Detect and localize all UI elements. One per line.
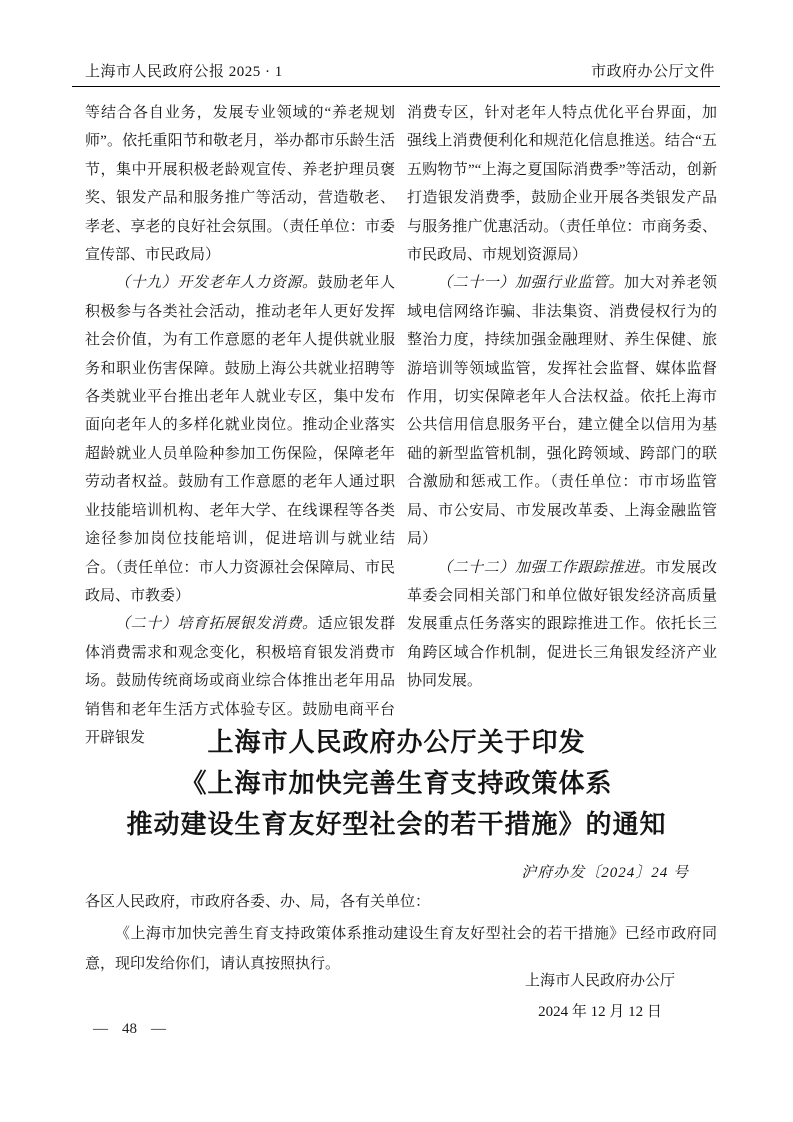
paragraph-item-19 [85,269,395,610]
footer-dash-right: — [151,1021,166,1037]
paragraph-text: 等结合各自业务，发展专业领域的“养老规划师”。依托重阳节和敬老月，举办都市乐龄生活节，集中开展积极老龄观宣传、养老护理员褒奖、银发产品和服务推广等活动，营造敬老、孝老、享老的良好社会氛围。（责任单位：市委宣传部、市民政局） [85,105,395,264]
header-divider [72,86,720,87]
paragraph-text: 市发展改革委会同相关部门和单位做好银发经济高质量发展重点任务落实的跟踪推进工作。依托长三角跨区域合作机制，促进长三角银发经济产业协同发展。 [407,559,717,690]
paragraph-text: 加大对养老领域电信网络诈骗、非法集资、消费侵权行为的整治力度，持续加强金融理财、养生保健、旅游培训等领域监管，发挥社会监督、媒体监督作用，切实保障老年人合法权益。依托上海市公共信用信息服务平台，建立健全以信用为基础的新型监管机制，强化跨领域、跨部门的联合激励和惩戒工作。（责任单位：市市场监管局、市公安局、市发展改革委、上海金融监管局） [407,275,717,548]
notice-title-line-3: 推动建设生育友好型社会的若干措施》的通知 [126,810,667,839]
two-column-text [85,99,717,752]
signature-block [525,966,675,1028]
paragraph-item-22 [407,554,717,696]
paragraph-continuation [85,99,395,269]
signer-name: 上海市人民政府办公厅 [524,973,675,989]
paragraph-item-21 [407,269,717,553]
paragraph-text: 消费专区，针对老年人特点优化平台界面，加强线上消费便利化和规范化信息推送。结合“五五购物节”“上海之夏国际消费季”等活动，创新打造银发消费季，鼓励企业开展各类银发产品与服务推广优惠活动。（责任单位：市商务委、市民政局、市规划资源局） [407,105,717,264]
paragraph-lead: （二十一）加强行业监管。 [437,275,625,292]
column-right [407,99,717,752]
salutation: 各区人民政府，市政府各委、办、局，各有关单位： [85,894,431,910]
paragraph-lead: （二十二）加强工作跟踪推进。 [437,559,656,576]
notice-title-line-2: 《上海市加快完善生育支持政策体系 [180,769,613,798]
page-number: 48 [122,1021,137,1037]
paragraph-continuation [407,99,717,269]
column-left [85,99,395,752]
page-header [85,60,715,81]
signature-date: 2024 年 12 月 12 日 [538,1004,662,1020]
paragraph-lead: （二十）培育拓展银发消费。 [115,616,318,633]
notice-title [0,722,793,845]
header-gazette-title: 上海市人民政府公报 2025 · 1 [85,64,283,80]
notice-body-paragraph: 《上海市加快完善生育支持政策体系推动建设生育友好型社会的若干措施》已经市政府同意，现印发给你们，请认真按照执行。 [85,926,717,972]
paragraph-text: 鼓励老年人积极参与各类社会活动，推动老年人更好发挥社会价值，为有工作意愿的老年人提供就业服务和职业伤害保障。鼓励上海公共就业招聘等各类就业平台推出老年人就业专区，集中发布面向老年人的多样化就业岗位。推动企业落实超龄就业人员单险种参加工伤保险，保障老年劳动者权益。鼓励有工作意愿的老年人通过职业技能培训机构、老年大学、在线课程等各类途径参加岗位技能培训，促进培训与就业结合。（责任单位：市人力资源社会保障局、市民政局、市教委） [85,275,395,604]
paragraph-text: 适应银发群体消费需求和观念变化，积极培育银发消费市场。鼓励传统商场或商业综合体推出老年用品销售和老年生活方式体验专区。鼓励电商平台开辟银发 [85,616,395,746]
header-section-label: 市政府办公厅文件 [590,64,715,80]
paragraph-lead: （十九）开发老年人力资源。 [115,275,318,292]
document-number: 沪府办发〔2024〕24 号 [521,865,689,881]
notice-title-line-1: 上海市人民政府办公厅关于印发 [207,728,586,757]
page-footer [93,1021,166,1038]
footer-dash-left: — [93,1021,108,1037]
